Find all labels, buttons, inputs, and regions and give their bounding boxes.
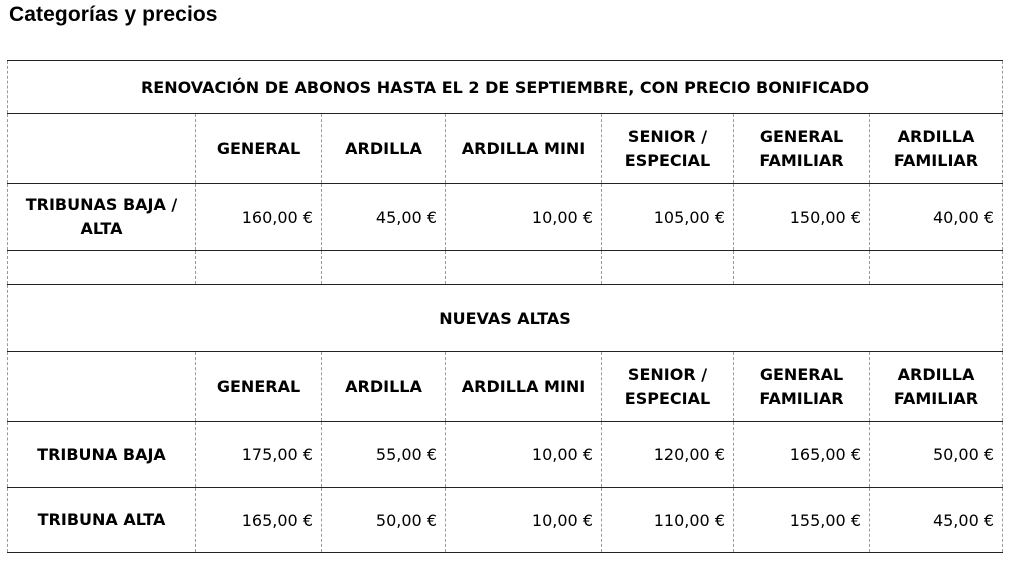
price-cell: 165,00 € — [734, 422, 870, 488]
header-empty-cell — [8, 114, 196, 184]
price-cell: 175,00 € — [196, 422, 322, 488]
row-label: TRIBUNA BAJA — [8, 422, 196, 488]
price-cell: 55,00 € — [322, 422, 446, 488]
empty-cell — [602, 251, 734, 285]
price-cell: 10,00 € — [446, 422, 602, 488]
new-members-banner: NUEVAS ALTAS — [8, 285, 1003, 352]
price-cell: 50,00 € — [870, 422, 1003, 488]
header-ardilla-familiar: ARDILLA FAMILIAR — [870, 114, 1003, 184]
table-row — [8, 488, 1003, 553]
table-row — [8, 184, 1003, 251]
price-cell: 45,00 € — [322, 184, 446, 251]
empty-cell — [870, 251, 1003, 285]
header-general: GENERAL — [196, 114, 322, 184]
page-title: Categorías y precios — [9, 3, 218, 26]
new-members-header-row — [8, 352, 1003, 422]
table-row — [8, 422, 1003, 488]
row-label: TRIBUNAS BAJA / ALTA — [8, 184, 196, 251]
renewal-banner-row — [8, 61, 1003, 114]
row-label: TRIBUNA ALTA — [8, 488, 196, 553]
header-senior-especial: SENIOR / ESPECIAL — [602, 352, 734, 422]
spacer-row — [8, 251, 1003, 285]
header-senior-especial: SENIOR / ESPECIAL — [602, 114, 734, 184]
price-cell: 45,00 € — [870, 488, 1003, 553]
price-cell: 110,00 € — [602, 488, 734, 553]
header-ardilla: ARDILLA — [322, 114, 446, 184]
empty-cell — [8, 251, 196, 285]
header-ardilla-mini: ARDILLA MINI — [446, 352, 602, 422]
price-cell: 150,00 € — [734, 184, 870, 251]
price-cell: 160,00 € — [196, 184, 322, 251]
price-cell: 155,00 € — [734, 488, 870, 553]
header-general: GENERAL — [196, 352, 322, 422]
price-cell: 120,00 € — [602, 422, 734, 488]
header-ardilla-familiar: ARDILLA FAMILIAR — [870, 352, 1003, 422]
header-ardilla-mini: ARDILLA MINI — [446, 114, 602, 184]
price-cell: 50,00 € — [322, 488, 446, 553]
price-cell: 165,00 € — [196, 488, 322, 553]
price-cell: 40,00 € — [870, 184, 1003, 251]
header-general-familiar: GENERAL FAMILIAR — [734, 114, 870, 184]
empty-cell — [734, 251, 870, 285]
price-cell: 10,00 € — [446, 184, 602, 251]
price-cell: 10,00 € — [446, 488, 602, 553]
price-cell: 105,00 € — [602, 184, 734, 251]
header-empty-cell — [8, 352, 196, 422]
header-ardilla: ARDILLA — [322, 352, 446, 422]
renewal-banner: RENOVACIÓN DE ABONOS HASTA EL 2 DE SEPTIEMBRE, CON PRECIO BONIFICADO — [8, 61, 1003, 114]
new-members-banner-row — [8, 285, 1003, 352]
prices-table — [7, 60, 1003, 553]
header-general-familiar: GENERAL FAMILIAR — [734, 352, 870, 422]
empty-cell — [196, 251, 322, 285]
empty-cell — [446, 251, 602, 285]
renewal-header-row — [8, 114, 1003, 184]
empty-cell — [322, 251, 446, 285]
